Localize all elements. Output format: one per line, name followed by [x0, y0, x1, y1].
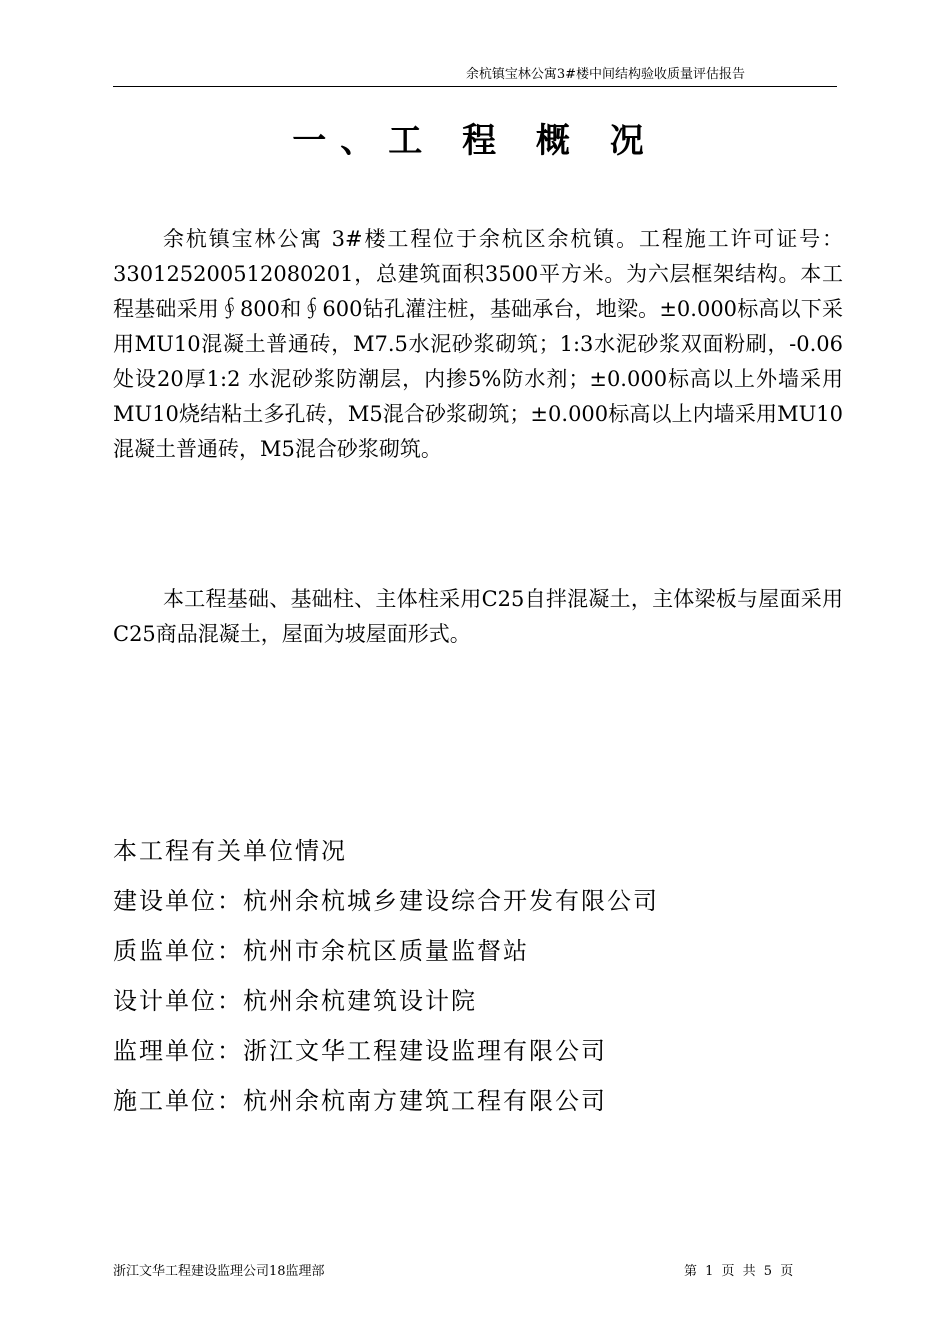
unit-line-supervision: 监理单位：浙江文华工程建设监理有限公司 — [113, 1037, 607, 1065]
paragraph-concrete — [113, 582, 843, 652]
paragraph-text: 本工程基础、基础柱、主体柱采用C25自拌混凝土，主体梁板与屋面采用C25商品混凝土，屋面为坡屋面形式。 — [113, 587, 843, 646]
units-section — [113, 826, 659, 1126]
unit-line-construction: 建设单位：杭州余杭城乡建设综合开发有限公司 — [113, 887, 659, 915]
header-text: 余杭镇宝林公寓3#楼中间结构验收质量评估报告 — [465, 67, 745, 82]
paragraph-overview — [113, 222, 843, 467]
units-heading: 本工程有关单位情况 — [113, 837, 347, 865]
page-header — [113, 66, 837, 87]
footer-company: 浙江文华工程建设监理公司18监理部 — [113, 1264, 325, 1279]
footer-page-number: 第 1 页 共 5 页 — [684, 1264, 794, 1279]
unit-line-design: 设计单位：杭州余杭建筑设计院 — [113, 987, 477, 1015]
unit-line-contractor: 施工单位：杭州余杭南方建筑工程有限公司 — [113, 1087, 607, 1115]
page-title: 一、工 程 概 况 — [292, 121, 658, 161]
unit-line-quality: 质监单位：杭州市余杭区质量监督站 — [113, 937, 529, 965]
paragraph-text: 余杭镇宝林公寓 3#楼工程位于余杭区余杭镇。工程施工许可证号：330125200512080201，总建筑面积3500平方米。为六层框架结构。本工程基础采用∮800和∮600钻孔灌注桩，基础承台，地梁。±0.000标高以下采用MU10混凝土普通砖，M7.5水泥砂浆砌筑；1:3水泥砂浆双面粉刷，-0.06处设20厚1:2 水泥砂浆防潮层，内掺5%防水剂；±0.000标高以上外墙采用MU10烧结粘土多孔砖，M5混合砂浆砌筑；±0.000标高以上内墙采用MU10混凝土普通砖，M5混合砂浆砌筑。 — [113, 227, 843, 461]
